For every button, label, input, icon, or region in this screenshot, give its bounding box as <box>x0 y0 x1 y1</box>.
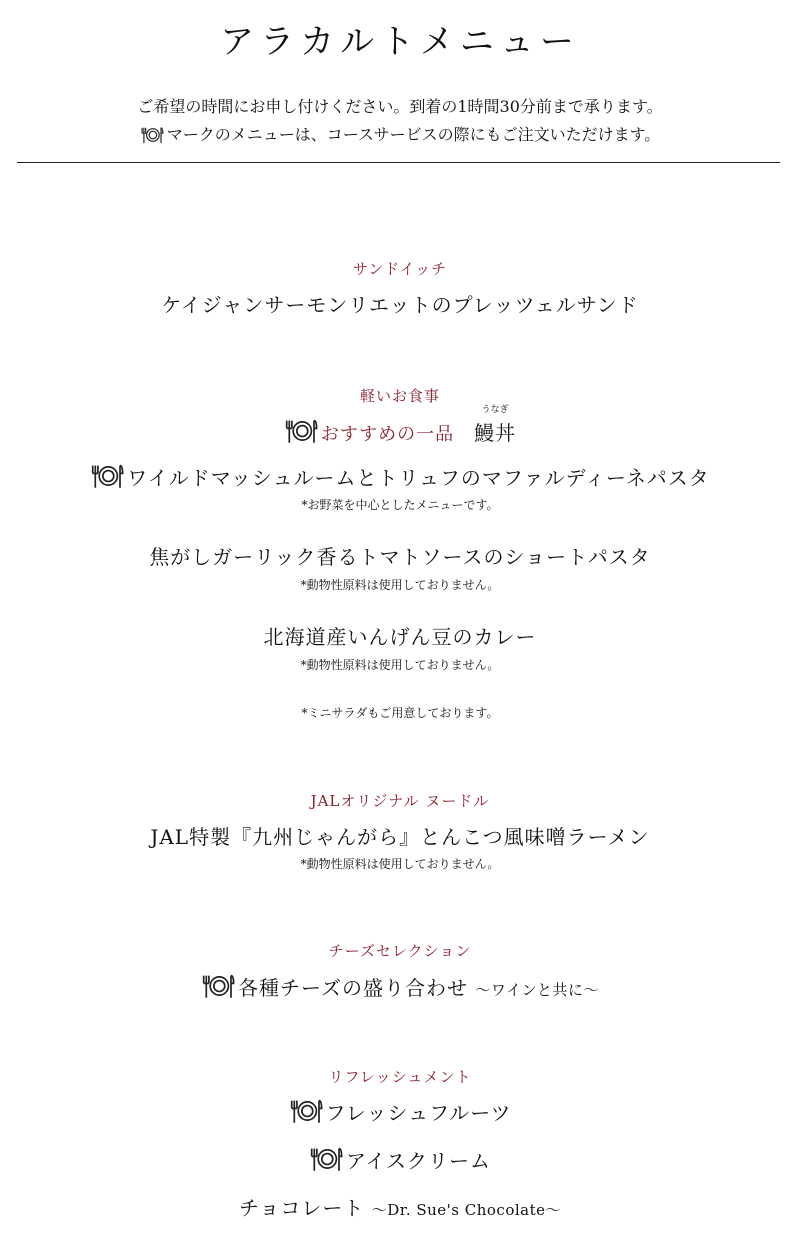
cutlery-plate-icon <box>201 973 235 999</box>
menu-item-fresh-fruit: フレッシュフルーツ <box>0 1098 800 1128</box>
cutlery-plate-icon <box>90 463 124 489</box>
intro-line-1: ご希望の時間にお申し付けください。到着の1時間30分前まで承ります。 <box>137 97 663 116</box>
page-title: アラカルトメニュー <box>220 22 580 62</box>
menu-item-ramen: JAL特製『九州じゃんがら』とんこつ風味噌ラーメン <box>150 825 650 849</box>
menu-item-short-pasta: 焦がしガーリック香るトマトソースのショートパスタ <box>149 545 651 569</box>
cutlery-plate-icon <box>284 418 318 444</box>
chocolate-suffix: ～Dr. Sue's Chocolate～ <box>371 1201 561 1219</box>
header-divider <box>17 162 780 163</box>
menu-item-salmon-sandwich: ケイジャンサーモンリエットのプレッツェルサンド <box>161 293 639 317</box>
menu-item-bean-curry: 北海道産いんげん豆のカレー <box>263 625 537 649</box>
section-heading-refreshment: リフレッシュメント <box>328 1068 472 1086</box>
cutlery-plate-icon <box>289 1098 323 1124</box>
note-mini-salad: *ミニサラダもご用意しております。 <box>301 706 499 720</box>
section-heading-light-meal: 軽いお食事 <box>359 387 440 405</box>
menu-item-chocolate: チョコレート ～Dr. Sue's Chocolate～ <box>239 1196 561 1220</box>
note-no-animal-3: *動物性原料は使用しておりません。 <box>300 857 500 871</box>
cutlery-plate-icon <box>140 126 164 144</box>
menu-item-cheese-platter: 各種チーズの盛り合わせ ～ワインと共に～ <box>0 973 800 1005</box>
unadon-name: 鰻丼 <box>474 421 517 445</box>
cheese-suffix: ～ワインと共に～ <box>475 981 599 999</box>
menu-item-ice-cream: アイスクリーム <box>0 1146 800 1176</box>
section-heading-sandwich: サンドイッチ <box>352 260 448 278</box>
note-no-animal-1: *動物性原料は使用しておりません。 <box>300 578 500 592</box>
note-vegetable: *お野菜を中心としたメニューです。 <box>301 498 499 512</box>
ruby-unagi: うなぎ <box>481 405 509 415</box>
section-heading-noodle: JALオリジナル ヌードル <box>310 792 490 810</box>
intro-line-2: マークのメニューは、コースサービスの際にもご注文いただけます。 <box>0 123 800 147</box>
recommended-label: おすすめの一品 <box>320 424 455 445</box>
note-no-animal-2: *動物性原料は使用しておりません。 <box>300 658 500 672</box>
section-heading-cheese: チーズセレクション <box>328 942 472 960</box>
menu-item-mafaldine-pasta: ワイルドマッシュルームとトリュフのマファルディーネパスタ <box>0 463 800 493</box>
menu-item-unadon <box>0 405 800 450</box>
cutlery-plate-icon <box>309 1146 343 1172</box>
